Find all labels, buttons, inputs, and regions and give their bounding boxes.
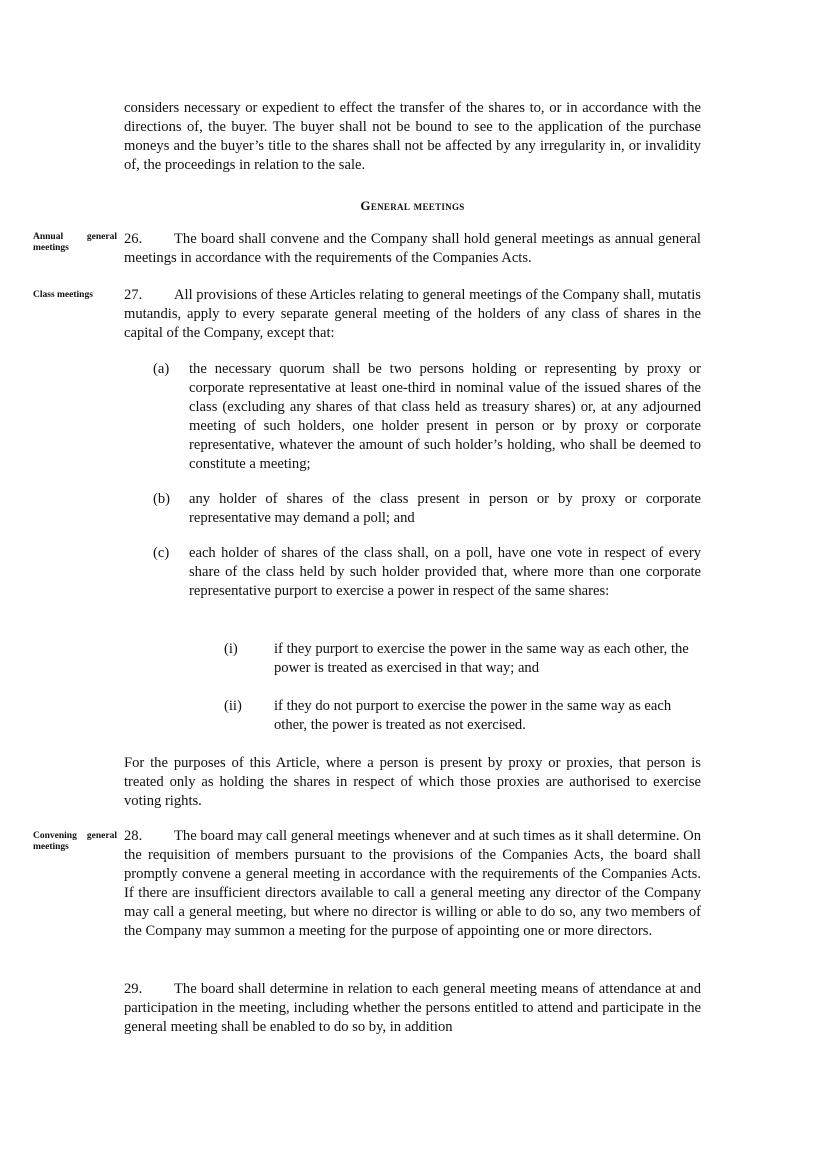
sub-list-item [224, 697, 694, 735]
section-heading: General meetings [360, 198, 465, 213]
margin-note-convening-general-meetings: Convening general meetings [33, 831, 117, 852]
closing-paragraph: For the purposes of this Article, where a person is present by proxy or proxies, that person is treated only as holding the shares in respect of which those proxies are authorised to exercise voting rights. [124, 755, 701, 809]
article-29 [124, 980, 701, 1037]
sub-list-item [224, 640, 694, 678]
list-item-text: the necessary quorum shall be two persons holding or representing by proxy or corporate representative at least one-third in nominal value of the issued shares of the class (excluding any shares of that class held as treasury shares) or, at any adjourned meeting of such holders, one holder present in person or by proxy or corporate representative, whatever the amount of such holder’s holding, who shall be deemed to constitute a meeting; [189, 361, 701, 472]
list-item-text: each holder of shares of the class shall, on a poll, have one vote in respect of every share of the class held by such holder provided that, where more than one corporate representative purport to exercise a power in respect of the same shares: [189, 545, 701, 599]
intro-paragraph-block [124, 99, 701, 175]
list-item [153, 360, 701, 474]
list-item-text: any holder of shares of the class present in person or by proxy or corporate representative may demand a poll; and [189, 491, 701, 526]
list-item-label: (a) [153, 361, 170, 377]
article-text: The board may call general meetings whenever and at such times as it shall determine. On the requisition of members pursuant to the provisions of the Companies Acts, the board shall promptly convene a general meeting in accordance with the requirements of the Companies Acts. If there are insufficient directors available to call a general meeting any director of the Company may call a general meeting, but where no director is willing or able to do so, any two members of the Company may summon a meeting for the purpose of appointing one or more directors. [124, 828, 701, 939]
list-item [153, 490, 701, 528]
article-number: 29. [124, 981, 143, 997]
article-number: 28. [124, 828, 143, 844]
article-number: 26. [124, 231, 143, 247]
intro-paragraph: considers necessary or expedient to effect the transfer of the shares to, or in accordance with the directions of, the buyer. The buyer shall not be bound to see to the application of the purchase moneys and the buyer’s title to the shares shall not be affected by any irregularity in, or invalidity of, the proceedings in relation to the sale. [124, 100, 701, 173]
article-text: All provisions of these Articles relating to general meetings of the Company shall, mutatis mutandis, apply to every separate general meeting of the holders of any class of shares in the capital of the Company, except that: [124, 287, 701, 341]
article-text: The board shall determine in relation to each general meeting means of attendance at and participation in the meeting, including whether the persons entitled to attend and participate in the general meeting shall be enabled to do so by, in addition [124, 981, 701, 1035]
sub-list-item-label: (ii) [224, 698, 242, 714]
list-item-label: (c) [153, 545, 170, 561]
article-number: 27. [124, 287, 143, 303]
sub-list-item-text: if they purport to exercise the power in the same way as each other, the power is treated as exercised in that way; and [274, 641, 689, 676]
article-text: The board shall convene and the Company shall hold general meetings as annual general meetings in accordance with the requirements of the Companies Acts. [124, 231, 701, 266]
list-item-label: (b) [153, 491, 171, 507]
article-26 [124, 230, 701, 268]
article-28 [124, 827, 701, 941]
margin-note-class-meetings: Class meetings [33, 290, 93, 300]
sub-list-item-text: if they do not purport to exercise the power in the same way as each other, the power is treated as not exercised. [274, 698, 672, 733]
margin-note-annual-general-meetings: Annual general meetings [33, 232, 117, 253]
sub-list-item-label: (i) [224, 641, 238, 657]
list-item [153, 544, 701, 601]
article-27-closing [124, 754, 701, 811]
article-27 [124, 286, 701, 343]
